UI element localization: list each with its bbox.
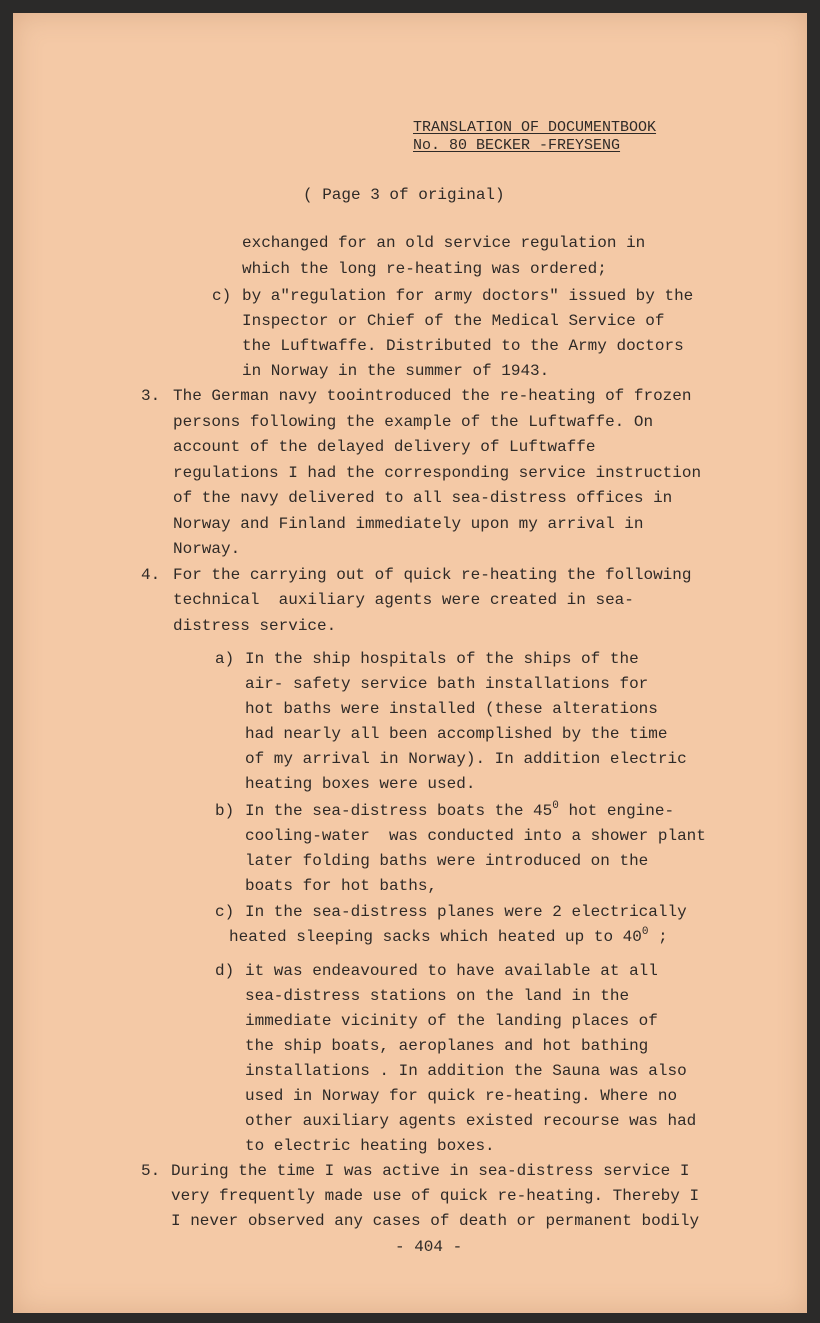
sub-d-line: it was endeavoured to have available at all [245, 962, 658, 980]
degree-superscript: 0 [552, 800, 559, 812]
point-3-marker: 3. [141, 387, 161, 405]
sub-a-line: air- safety service bath installations for [245, 675, 649, 693]
sub-b-line: boats for hot baths, [245, 877, 438, 895]
point-3-line: Norway. [173, 540, 241, 558]
item-c-line: in Norway in the summer of 1943. [242, 362, 550, 380]
intro-line: which the long re-heating was ordered; [242, 260, 607, 278]
degree-superscript: 0 [641, 926, 649, 938]
sub-a-line: of my arrival in Norway). In addition electric [245, 750, 687, 768]
document-page [13, 13, 807, 1313]
sub-b-line: later folding baths were introduced on the [245, 852, 649, 870]
point-3-line: The German navy toointroduced the re-heating of frozen [173, 387, 692, 405]
sub-c-marker: c) [215, 903, 235, 921]
header-title: TRANSLATION OF DOCUMENTBOOK [413, 119, 657, 136]
sub-c-line: In the sea-distress planes were 2 electrically [245, 903, 687, 921]
sub-b-text: In the sea-distress boats the 45 [245, 802, 553, 820]
item-c-line: the Luftwaffe. Distributed to the Army doctors [242, 337, 684, 355]
sub-d-line: sea-distress stations on the land in the [245, 987, 630, 1005]
sub-b-line [245, 799, 674, 827]
point-3-line: Norway and Finland immediately upon my arrival in [173, 515, 644, 533]
sub-a-line: hot baths were installed (these alterations [245, 700, 658, 718]
point-3-line: of the navy delivered to all sea-distress offices in [173, 489, 673, 507]
item-c-line: by a"regulation for army doctors" issued by the [242, 287, 694, 305]
point-5-line: I never observed any cases of death or permanent bodily [171, 1212, 700, 1230]
sub-d-line: to electric heating boxes. [245, 1137, 495, 1155]
sub-a-line: In the ship hospitals of the ships of the [245, 650, 639, 668]
sub-c-text: heated sleeping sacks which heated up to 40 [229, 928, 642, 946]
sub-a-marker: a) [215, 650, 235, 668]
point-4-marker: 4. [141, 566, 161, 584]
point-3-line: account of the delayed delivery of Luftwaffe [173, 438, 596, 456]
sub-b-marker: b) [215, 802, 235, 820]
point-4-line: For the carrying out of quick re-heating the following [173, 566, 692, 584]
point-4-line: technical auxiliary agents were created in sea- [173, 591, 634, 609]
sub-b-text: hot engine- [558, 802, 675, 820]
page-label: ( Page 3 of original) [303, 186, 505, 204]
sub-d-marker: d) [215, 962, 235, 980]
sub-c-line [229, 925, 668, 953]
sub-d-line: other auxiliary agents existed recourse was had [245, 1112, 697, 1130]
intro-line: exchanged for an old service regulation in [242, 234, 646, 252]
item-c-line: Inspector or Chief of the Medical Service of [242, 312, 665, 330]
sub-b-line: cooling-water was conducted into a shower plant [245, 827, 706, 845]
point-5-marker: 5. [141, 1162, 161, 1180]
sub-d-line: installations . In addition the Sauna was also [245, 1062, 687, 1080]
point-5-line: very frequently made use of quick re-heating. Thereby I [171, 1187, 700, 1205]
item-c-marker: c) [212, 287, 232, 305]
point-3-line: persons following the example of the Luftwaffe. On [173, 413, 654, 431]
point-3-line: regulations I had the corresponding service instruction [173, 464, 702, 482]
point-4-line: distress service. [173, 617, 337, 635]
sub-a-line: had nearly all been accomplished by the time [245, 725, 668, 743]
sub-d-line: immediate vicinity of the landing places of [245, 1012, 658, 1030]
page-number: - 404 - [395, 1238, 463, 1256]
sub-a-line: heating boxes were used. [245, 775, 476, 793]
sub-d-line: the ship boats, aeroplanes and hot bathing [245, 1037, 649, 1055]
sub-c-text: ; [648, 928, 668, 946]
point-5-line: During the time I was active in sea-distress service I [171, 1162, 690, 1180]
header-document-number: No. 80 BECKER -FREYSENG [413, 137, 621, 154]
sub-d-line: used in Norway for quick re-heating. Where no [245, 1087, 678, 1105]
